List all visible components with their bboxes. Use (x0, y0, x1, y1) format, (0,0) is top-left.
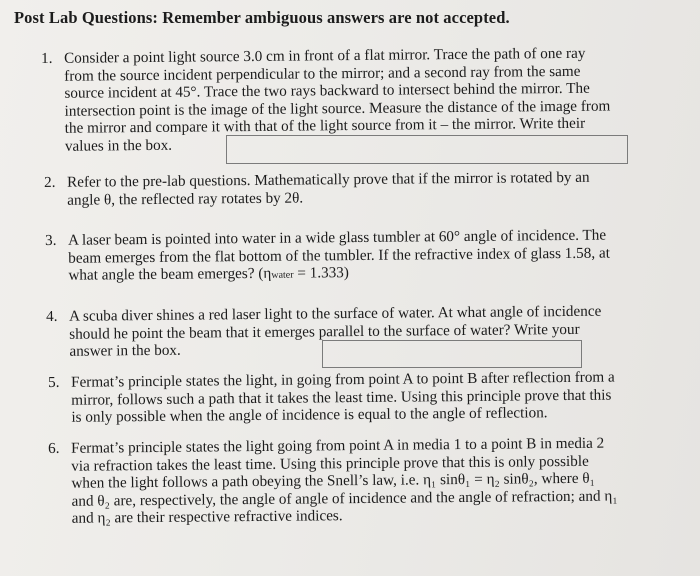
question-line: should he point the beam that it emerges parallel to the surface of water? Write your (69, 320, 580, 343)
question-line: the mirror and compare it with that of the light source from it – the mirror. Write their (64, 115, 586, 138)
question-line: intersection point is the image of the light source. Measure the distance of the image from (64, 97, 611, 120)
question-line: angle θ, the reflected ray rotates by 2θ. (67, 189, 304, 209)
question-line-last: what angle the beam emerges? (ηwater = 1.333) (68, 264, 350, 284)
question-line: A laser beam is pointed into water in a wide glass tumbler at 60° angle of incidence. The (67, 226, 607, 249)
question-number: 1. (41, 49, 53, 67)
question-number: 3. (45, 231, 57, 249)
question-line: A scuba diver shines a red laser light to the surface of water. At what angle of incidence (68, 302, 602, 325)
question-line: via refraction takes the least time. Using this principle prove that this is only possible (71, 452, 589, 475)
question-line: and η₂ are their respective refractive indices. (71, 507, 343, 528)
question-line: answer in the box. (69, 341, 181, 360)
question-line: source incident at 45°. Trace the two rays backward to intersect behind the mirror. The (64, 79, 590, 102)
answer-box-1[interactable] (226, 135, 628, 164)
question-line: mirror, follows such a path that it takes the least time. Using this principle prove that this (71, 386, 612, 409)
question-line: Fermat’s principle states the light, in going from point A to point B after reflection from a (70, 368, 615, 391)
page-heading: Post Lab Questions: Remember ambiguous answers are not accepted. (14, 8, 510, 27)
question-line: beam emerges from the flat bottom of the tumbler. If the refractive index of glass 1.58, at (68, 244, 610, 267)
question-number: 2. (44, 173, 56, 191)
question-line: Fermat’s principle states the light going from point A in media 1 to a point B in media 2 (70, 434, 605, 457)
question-line: and θ₂ are, respectively, the angle of angle of incidence and the angle of refraction; and η₁ (71, 487, 618, 510)
question-line: values in the box. (64, 136, 173, 155)
question-line: from the source incident perpendicular to the mirror; and a second ray from the same (64, 62, 581, 85)
question-line: Refer to the pre-lab questions. Mathematically prove that if the mirror is rotated by an (66, 168, 590, 191)
question-number: 6. (48, 439, 60, 457)
question-number: 5. (48, 373, 60, 391)
answer-box-4[interactable] (322, 340, 582, 368)
question-line: when the light follows a path obeying the Snell’s law, i.e. η₁ sinθ₁ = η₂ sinθ₂, where θ₁ (71, 469, 595, 492)
question-number: 4. (46, 307, 58, 325)
question-line: is only possible when the angle of incidence is equal to the angle of reflection. (71, 404, 548, 426)
question-line: Consider a point light source 3.0 cm in front of a flat mirror. Trace the path of one ray (63, 44, 586, 67)
